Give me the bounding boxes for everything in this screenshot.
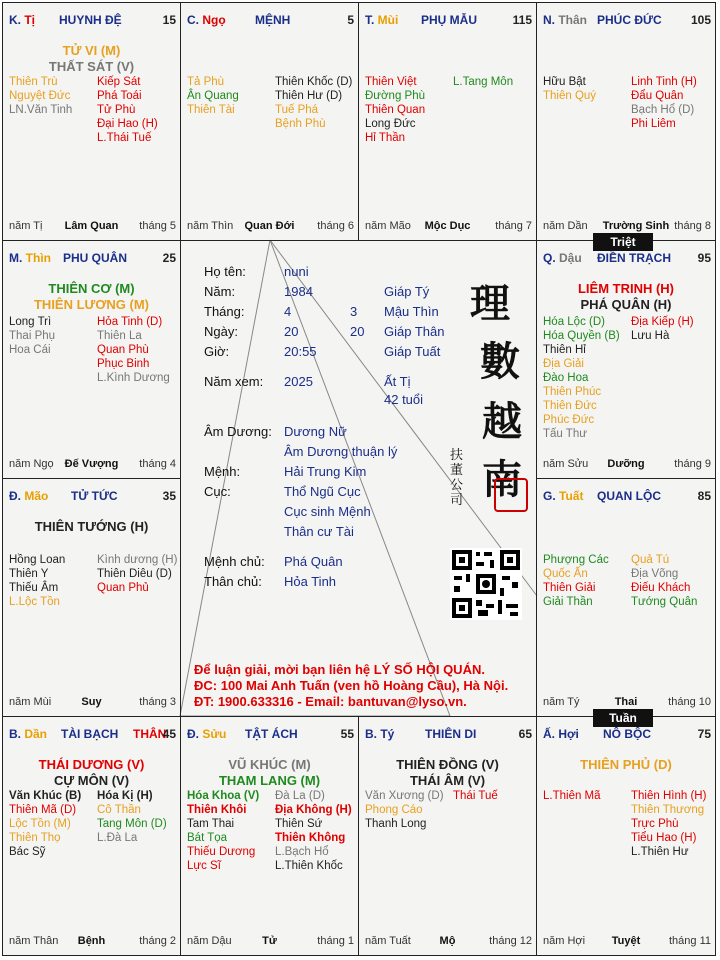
footer-year: năm Ngọ — [9, 458, 54, 470]
branch-name: Mùi — [377, 13, 399, 27]
branch-name: Sửu — [202, 727, 227, 741]
minor-star: Thiên Quý — [543, 90, 597, 102]
footer-month: tháng 7 — [495, 220, 532, 232]
info-label: Tháng: — [204, 304, 245, 319]
seal-text: 扶 董 公 司 — [450, 448, 464, 508]
info-value: 4 — [284, 304, 292, 319]
palace-than[interactable] — [536, 2, 716, 241]
branch-prefix: N. — [543, 13, 559, 27]
palace-mui[interactable] — [358, 2, 537, 241]
contact-address: ĐC: 100 Mai Anh Tuấn (ven hồ Hoàng Cầu), Hà Nội. — [194, 678, 509, 693]
minor-star: Thiên Giải — [543, 582, 596, 594]
info-label: Giờ: — [204, 344, 230, 359]
minor-star: Phi Liêm — [631, 118, 676, 130]
minor-star: Thiên Mã (D) — [9, 804, 77, 816]
minor-star: Giải Thần — [543, 596, 593, 608]
minor-star: Hỉ Thần — [365, 132, 406, 144]
footer-month: tháng 2 — [139, 935, 176, 947]
am-duong-note: Âm Dương thuận lý — [284, 444, 398, 459]
minor-star: L.Thái Tuế — [97, 132, 152, 144]
minor-stars-right — [631, 315, 694, 343]
minor-star: Phong Cáo — [365, 804, 423, 816]
palace-number: 55 — [340, 727, 354, 741]
palace-name: TÀI BẠCH — [61, 727, 119, 741]
minor-star: Thiên Khốc (D) — [275, 76, 353, 88]
major-star: THIÊN LƯƠNG (M) — [33, 297, 150, 312]
major-stars — [537, 281, 715, 313]
major-star: VŨ KHÚC (M) — [228, 757, 311, 772]
minor-stars-left — [365, 789, 444, 831]
minor-star: Thiên Không — [275, 832, 346, 844]
info-value: 2025 — [284, 374, 313, 389]
minor-star: Thiên Hư (D) — [275, 90, 343, 102]
palace-name: NÔ BỘC — [603, 727, 651, 741]
minor-stars-right — [97, 315, 170, 385]
minor-stars-left — [365, 75, 425, 145]
palace-thin[interactable] — [2, 240, 181, 479]
major-star: THIÊN CƠ (M) — [48, 281, 135, 296]
minor-star: Tam Thai — [187, 818, 235, 830]
minor-star: Văn Khúc (B) — [9, 790, 82, 802]
minor-star: L.Tang Môn — [453, 76, 514, 88]
minor-star: Bạch Hổ (D) — [631, 104, 695, 116]
calligraphy-char-1: 理 — [470, 280, 510, 327]
branch-name: Tý — [380, 727, 395, 741]
minor-stars-right — [97, 553, 177, 595]
minor-star: Thiên Phúc — [543, 386, 602, 398]
branch-name: Thân — [558, 13, 588, 27]
minor-star: Tả Phù — [187, 76, 225, 88]
minor-star: Thiên La — [97, 330, 142, 342]
major-star: THÁI DƯƠNG (V) — [38, 757, 145, 772]
am-duong-value: Dương Nữ — [284, 424, 347, 439]
minor-star: Thái Tuế — [453, 790, 498, 802]
tuan-tag: Tuần — [593, 709, 653, 727]
palace-number: 5 — [347, 13, 354, 27]
minor-star: L.Thiên Khốc — [275, 860, 343, 872]
major-star: THIÊN ĐỒNG (V) — [396, 757, 499, 772]
minor-stars-left — [543, 789, 601, 803]
palace-number: 65 — [518, 727, 532, 741]
major-star: TỬ VI (M) — [62, 43, 121, 58]
minor-star: Điếu Khách — [631, 582, 691, 594]
minor-star: Bệnh Phù — [275, 118, 326, 130]
minor-star: Hóa Khoa (V) — [187, 790, 260, 802]
minor-star: Quả Tú — [631, 554, 670, 566]
minor-star: Ân Quang — [187, 90, 239, 102]
minor-star: Văn Xương (D) — [365, 790, 444, 802]
info-can-chi: Giáp Thân — [384, 324, 445, 339]
branch-name: Tuất — [559, 489, 584, 503]
info-value: nuni — [284, 264, 309, 279]
palace-dau[interactable] — [536, 240, 716, 479]
footer-year: năm Tuất — [365, 935, 411, 947]
branch-prefix: B. — [365, 727, 381, 741]
minor-star: Nguyệt Đức — [9, 90, 71, 102]
minor-star: L.Kình Dương — [97, 372, 170, 384]
minor-stars-right — [453, 75, 513, 89]
branch-name: Thìn — [25, 251, 51, 265]
footer-phase: Mộ — [439, 935, 456, 947]
menh-chu-value: Phá Quân — [284, 554, 343, 569]
menh-chu-label: Mệnh chủ: — [204, 554, 265, 569]
footer-year: năm Dần — [543, 220, 588, 232]
minor-star: Thiên Tài — [187, 104, 235, 116]
palace-name: MỆNH — [255, 13, 291, 27]
minor-star: Hỏa Tinh (D) — [97, 316, 163, 328]
palace-ti[interactable] — [2, 2, 181, 241]
major-star: CỰ MÔN (V) — [53, 773, 130, 788]
info-label: Ngày: — [204, 324, 238, 339]
minor-star: Thiên Thọ — [9, 832, 61, 844]
than-chu-value: Hỏa Tinh — [284, 574, 337, 589]
palace-ty[interactable] — [358, 716, 537, 956]
minor-stars-right — [453, 789, 498, 803]
center-info — [182, 242, 539, 719]
info-value: 20:55 — [284, 344, 317, 359]
minor-star: Địa Kiếp (H) — [631, 316, 694, 328]
branch-name: Tị — [24, 13, 36, 27]
major-stars — [181, 757, 358, 789]
minor-star: Tang Môn (D) — [97, 818, 167, 830]
branch-prefix: Ấ. — [543, 727, 559, 741]
minor-star: Phúc Đức — [543, 414, 595, 426]
palace-number: 15 — [162, 13, 176, 27]
minor-star: Thiên Y — [9, 568, 49, 580]
minor-star: Lực Sĩ — [187, 860, 221, 872]
minor-star: Phục Binh — [97, 358, 150, 370]
footer-phase: Tử — [262, 935, 277, 947]
info-value: 1984 — [284, 284, 313, 299]
minor-star: Hóa Kị (H) — [97, 790, 153, 802]
minor-stars-right — [631, 75, 697, 131]
branch-name: Ngọ — [202, 13, 226, 27]
footer-month: tháng 12 — [489, 935, 532, 947]
minor-star: Long Đức — [365, 118, 416, 130]
minor-star: Hóa Quyền (B) — [543, 330, 620, 342]
palace-name: PHÚC ĐỨC — [597, 13, 662, 27]
minor-star: Thiên Diêu (D) — [97, 568, 172, 580]
palace-number: 75 — [697, 727, 711, 741]
palace-number: 45 — [162, 727, 176, 741]
minor-star: Thiên Đức — [543, 400, 597, 412]
minor-star: Thiên Sứ — [275, 818, 323, 830]
minor-star: Thiếu Âm — [9, 582, 59, 594]
contact-phone-email[interactable]: ĐT: 1900.633316 - Email: bantuvan@lyso.vn. — [194, 694, 467, 709]
calligraphy-char-2: 數 — [480, 338, 520, 385]
branch-name: Hợi — [558, 727, 579, 741]
branch-name: Mão — [24, 489, 49, 503]
cuc-note-1: Cục sinh Mệnh — [284, 504, 371, 519]
info-label: Năm: — [204, 284, 236, 299]
footer-month: tháng 4 — [139, 458, 176, 470]
info-can-chi: Ất Tị — [384, 374, 411, 389]
info-label: Họ tên: — [204, 264, 246, 279]
info-lunar-value: 3 — [350, 304, 358, 319]
minor-star: Lộc Tồn (M) — [9, 818, 71, 830]
minor-star: Đà La (D) — [275, 790, 325, 802]
palace-tuat[interactable] — [536, 478, 716, 717]
minor-star: Tử Phù — [97, 104, 136, 116]
minor-star: Kiếp Sát — [97, 76, 141, 88]
cuc-note-2: Thân cư Tài — [284, 524, 354, 539]
minor-star: Thiếu Dương — [187, 846, 256, 858]
minor-stars-right — [631, 789, 706, 859]
cuc-value: Thổ Ngũ Cục — [284, 484, 361, 499]
footer-phase: Suy — [81, 696, 102, 708]
palace-hoi[interactable] — [536, 716, 716, 956]
major-stars — [3, 43, 180, 75]
palace-name: QUAN LỘC — [597, 489, 661, 503]
minor-star: Kình dương (H) — [97, 554, 178, 566]
minor-star: Trực Phù — [631, 818, 679, 830]
footer-year: năm Thìn — [187, 220, 234, 232]
info-can-chi: Mậu Thìn — [384, 304, 439, 319]
branch-prefix: Đ. — [187, 727, 203, 741]
palace-name: ĐIỀN TRẠCH — [597, 251, 671, 265]
palace-ngo[interactable] — [180, 2, 359, 241]
minor-star: Quan Phủ — [97, 582, 149, 594]
minor-star: Đường Phù — [365, 90, 425, 102]
footer-phase: Bệnh — [77, 935, 106, 947]
major-star: LIÊM TRINH (H) — [577, 281, 675, 296]
footer-month: tháng 9 — [674, 458, 711, 470]
footer-year: năm Thân — [9, 935, 59, 947]
minor-star: Phá Toái — [97, 90, 142, 102]
minor-star: Tiểu Hao (H) — [631, 832, 697, 844]
branch-prefix: C. — [187, 13, 203, 27]
minor-stars-left — [543, 553, 609, 609]
branch-prefix: K. — [9, 13, 25, 27]
palace-number: 85 — [697, 489, 711, 503]
footer-phase: Lâm Quan — [64, 220, 119, 232]
minor-star: L.Thiên Mã — [543, 790, 601, 802]
minor-star: Bát Tọa — [187, 832, 228, 844]
branch-prefix: Đ. — [9, 489, 25, 503]
age: 42 tuổi — [384, 392, 424, 407]
than-marker: THÂN — [133, 727, 167, 741]
footer-year: năm Hợi — [543, 935, 586, 947]
palace-suu[interactable] — [180, 716, 359, 956]
footer-month: tháng 8 — [674, 220, 711, 232]
minor-star: Thanh Long — [365, 818, 427, 830]
footer-phase: Tuyệt — [611, 935, 641, 947]
major-star: THAM LANG (M) — [218, 773, 321, 788]
branch-prefix: M. — [9, 251, 26, 265]
major-star: THIÊN PHỦ (D) — [580, 757, 672, 772]
minor-star: Địa Không (H) — [275, 804, 352, 816]
footer-month: tháng 6 — [317, 220, 354, 232]
minor-star: Thiên Việt — [365, 76, 417, 88]
major-star: PHÁ QUÂN (H) — [580, 297, 672, 312]
minor-stars-right — [275, 75, 352, 131]
minor-star: Đẩu Quân — [631, 90, 684, 102]
minor-star: L.Bạch Hổ — [275, 846, 329, 858]
minor-star: L.Đà La — [97, 832, 138, 844]
minor-stars-right — [97, 75, 158, 145]
cuc-label: Cục: — [204, 484, 231, 499]
qr-code-icon[interactable] — [450, 548, 522, 620]
minor-stars-left — [9, 553, 65, 609]
branch-name: Dậu — [559, 251, 582, 265]
footer-month: tháng 1 — [317, 935, 354, 947]
minor-star: Đại Hao (H) — [97, 118, 158, 130]
palace-name: HUYNH ĐỆ — [59, 13, 122, 27]
palace-number: 95 — [697, 251, 711, 265]
palace-dan[interactable] — [2, 716, 181, 956]
footer-year: năm Mão — [365, 220, 411, 232]
minor-star: Thiên Trù — [9, 76, 58, 88]
minor-star: Thiên Hỉ — [543, 344, 586, 356]
minor-stars-left — [187, 789, 259, 873]
palace-name: TỬ TỨC — [71, 489, 118, 503]
palace-name: PHỤ MẪU — [421, 13, 477, 27]
footer-year: năm Tị — [9, 220, 43, 232]
footer-phase: Trường Sinh — [602, 220, 670, 232]
footer-month: tháng 3 — [139, 696, 176, 708]
info-can-chi: Giáp Tý — [384, 284, 430, 299]
branch-prefix: Q. — [543, 251, 560, 265]
major-stars — [3, 281, 180, 313]
am-duong-label: Âm Dương: — [204, 424, 272, 439]
minor-star: Hồng Loan — [9, 554, 66, 566]
minor-star: L.Lộc Tồn — [9, 596, 60, 608]
minor-star: Linh Tinh (H) — [631, 76, 697, 88]
minor-stars-left — [187, 75, 239, 117]
palace-name: TẬT ÁCH — [245, 727, 298, 741]
minor-star: Cô Thần — [97, 804, 141, 816]
minor-star: Hóa Lộc (D) — [543, 316, 605, 328]
major-stars — [3, 757, 180, 789]
footer-month: tháng 5 — [139, 220, 176, 232]
minor-star: Quốc Ấn — [543, 568, 588, 580]
minor-star: Long Trì — [9, 316, 52, 328]
minor-star: Hoa Cái — [9, 344, 51, 356]
info-lunar-value: 20 — [350, 324, 365, 339]
palace-mao[interactable] — [2, 478, 181, 717]
major-stars — [3, 519, 180, 535]
minor-star: L.Thiên Hư — [631, 846, 689, 858]
minor-star: LN.Văn Tinh — [9, 104, 73, 116]
minor-star: Tuế Phá — [275, 104, 319, 116]
footer-phase: Dưỡng — [607, 458, 645, 470]
palace-number: 25 — [162, 251, 176, 265]
minor-star: Thiên Hình (H) — [631, 790, 707, 802]
minor-star: Quan Phù — [97, 344, 149, 356]
major-star: THÁI ÂM (V) — [409, 773, 486, 788]
footer-month: tháng 10 — [668, 696, 711, 708]
footer-year: năm Tý — [543, 696, 580, 708]
info-label: Năm xem: — [204, 374, 264, 389]
minor-star: Tấu Thư — [543, 428, 587, 440]
menh-label: Mệnh: — [204, 464, 241, 479]
footer-year: năm Mùi — [9, 696, 52, 708]
red-seal-icon — [494, 478, 528, 512]
minor-star: Bác Sỹ — [9, 846, 46, 858]
minor-stars-right — [97, 789, 167, 845]
footer-phase: Thai — [614, 696, 638, 708]
minor-stars-right — [631, 553, 697, 609]
major-stars — [537, 757, 715, 773]
info-can-chi: Giáp Tuất — [384, 344, 441, 359]
footer-year: năm Sửu — [543, 458, 589, 470]
minor-stars-left — [543, 75, 596, 103]
minor-star: Lưu Hà — [631, 330, 670, 342]
than-chu-label: Thân chủ: — [204, 574, 262, 589]
calligraphy-char-3: 越 — [482, 398, 522, 445]
info-value: 20 — [284, 324, 299, 339]
palace-number: 35 — [162, 489, 176, 503]
major-star: THIÊN TƯỚNG (H) — [34, 519, 149, 534]
minor-stars-left — [9, 315, 55, 357]
branch-name: Dần — [24, 727, 48, 741]
minor-star: Đào Hoa — [543, 372, 589, 384]
minor-stars-right — [275, 789, 352, 873]
branch-prefix: T. — [365, 13, 378, 27]
footer-month: tháng 11 — [668, 935, 711, 947]
footer-year: năm Dậu — [187, 935, 232, 947]
footer-phase: Đế Vượng — [64, 458, 119, 470]
minor-stars-left — [543, 315, 620, 441]
contact-line-1: Để luận giải, mời bạn liên hệ LÝ SỐ HỘI QUÁN. — [194, 662, 485, 677]
minor-star: Phượng Các — [543, 554, 609, 566]
palace-name: PHU QUÂN — [63, 251, 128, 265]
minor-star: Địa Võng — [631, 568, 679, 580]
major-star: THẤT SÁT (V) — [48, 59, 135, 74]
footer-phase: Quan Đới — [244, 220, 295, 232]
menh-value: Hải Trung Kim — [284, 464, 367, 479]
palace-name: THIÊN DI — [425, 727, 477, 741]
minor-stars-left — [9, 789, 81, 859]
major-stars — [359, 757, 536, 789]
minor-star: Hữu Bật — [543, 76, 586, 88]
minor-star: Tướng Quân — [631, 596, 698, 608]
triet-tag: Triệt — [593, 233, 653, 251]
minor-star: Thai Phụ — [9, 330, 56, 342]
minor-star: Thiên Khôi — [187, 804, 247, 816]
branch-prefix: G. — [543, 489, 560, 503]
minor-star: Thiên Thương — [631, 804, 705, 816]
palace-number: 115 — [512, 13, 532, 27]
branch-prefix: B. — [9, 727, 25, 741]
minor-stars-left — [9, 75, 72, 117]
palace-number: 105 — [690, 13, 711, 27]
tu-vi-chart — [2, 2, 716, 956]
calligraphy-char-4: 南 — [482, 456, 522, 503]
minor-star: Thiên Quan — [365, 104, 426, 116]
minor-star: Địa Giải — [543, 358, 584, 370]
footer-phase: Mộc Dục — [424, 220, 471, 232]
